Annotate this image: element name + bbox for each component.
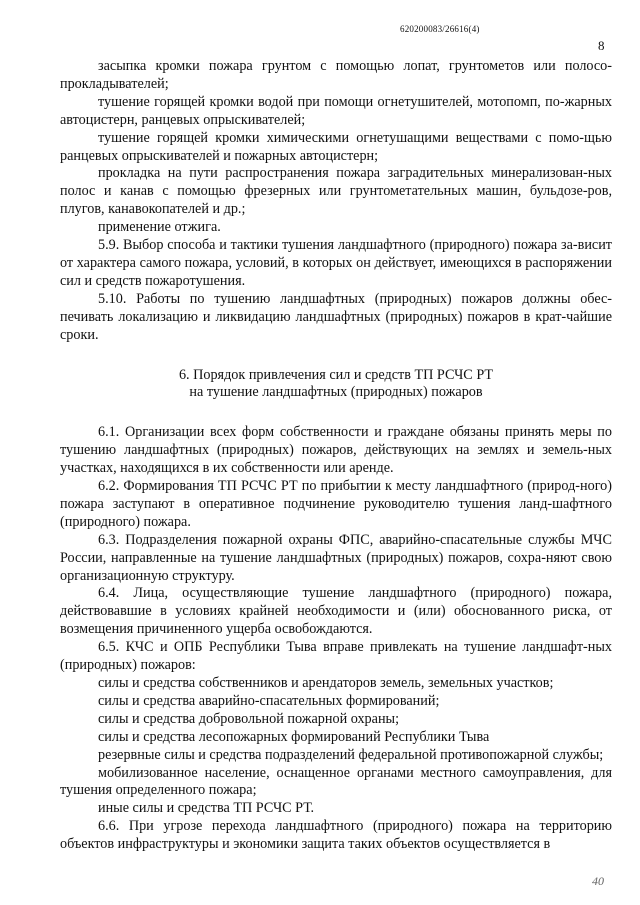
paragraph: тушение горящей кромки химическими огнетушащими веществами с помо-щью ранцевых опрыскивателей и пожарных автоцистерн; xyxy=(60,129,612,164)
list-item: резервные силы и средства подразделений федеральной противопожарной службы; xyxy=(98,746,604,763)
paragraph: применение отжига. xyxy=(98,219,221,236)
list-item: иные силы и средства ТП РСЧС РТ. xyxy=(98,800,315,817)
document-code: 620200083/26616(4) xyxy=(400,24,480,34)
paragraph: 6.3. Подразделения пожарной охраны ФПС, аварийно-спасательные службы МЧС России, направленные на тушение ландшафтных (природных) пожаров, сохра-няют свою организационную структуру. xyxy=(60,531,612,584)
list-item: силы и средства добровольной пожарной охраны; xyxy=(98,710,400,727)
page-number: 8 xyxy=(598,38,605,53)
section-heading-line-1: 6. Порядок привлечения сил и средств ТП РСЧС РТ xyxy=(178,366,494,383)
paragraph: 6.6. При угрозе перехода ландшафтного (природного) пожара на территорию объектов инфраструктуры и экономики защита таких объектов осуществляется в xyxy=(60,818,612,853)
section-heading-line-2: на тушение ландшафтных (природных) пожаров xyxy=(189,384,483,401)
paragraph: 6.4. Лица, осуществляющие тушение ландшафтного (природного) пожара, действовавшие в условиях крайней необходимости и (или) обоснованного риска, от возмещения причиненного ущерба освобождаются. xyxy=(60,585,612,638)
list-item: силы и средства собственников и арендаторов земель, земельных участков; xyxy=(98,675,554,691)
paragraph: 5.9. Выбор способа и тактики тушения ландшафтного (природного) пожара за-висит от характера самого пожара, условий, в которых он действует, имеющихся в распоряжении сил и средств пожаротушения. xyxy=(60,237,612,289)
paragraph: засыпка кромки пожара грунтом с помощью лопат, грунтометов или полосо-прокладывателей; xyxy=(60,58,612,92)
document-body xyxy=(60,58,612,854)
list-item: силы и средства аварийно-спасательных формирований; xyxy=(98,692,440,709)
paragraph: тушение горящей кромки водой при помощи огнетушителей, мотопомп, по-жарных автоцистерн, ранцевых опрыскивателей; xyxy=(60,93,612,128)
list-item: мобилизованное население, оснащенное органами местного самоуправления, для тушения определенного пожара; xyxy=(60,764,612,799)
paragraph: прокладка на пути распространения пожара заградительных минерализован-ных полос и канав с помощью фрезерных или грунтометательных машин, бульдозе-ров, плугов, канавокопателей и др.; xyxy=(60,165,612,218)
handwritten-page-mark: 40 xyxy=(592,874,604,888)
section-heading xyxy=(60,367,612,403)
paragraph: 6.5. КЧС и ОПБ Республики Тыва вправе привлекать на тушение ландшафт-ных (природных) пожаров: xyxy=(60,639,612,674)
paragraph: 6.2. Формирования ТП РСЧС РТ по прибытии к месту ландшафтного (природ-ного) пожара заступают в оперативное подчинение руководителю тушения ланд-шафтного (природного) пожара. xyxy=(60,478,612,530)
paragraph: 6.1. Организации всех форм собственности и граждане обязаны принять меры по тушению ландшафтных (природных) пожаров, действующих на землях и земель-ных участках, находящихся в их собственности или аренде. xyxy=(60,424,612,477)
paragraph: 5.10. Работы по тушению ландшафтных (природных) пожаров должны обес-печивать локализацию и ликвидацию ландшафтных (природных) пожаров в крат-чайшие сроки. xyxy=(60,290,612,343)
list-item: силы и средства лесопожарных формирований Республики Тыва xyxy=(98,728,490,745)
